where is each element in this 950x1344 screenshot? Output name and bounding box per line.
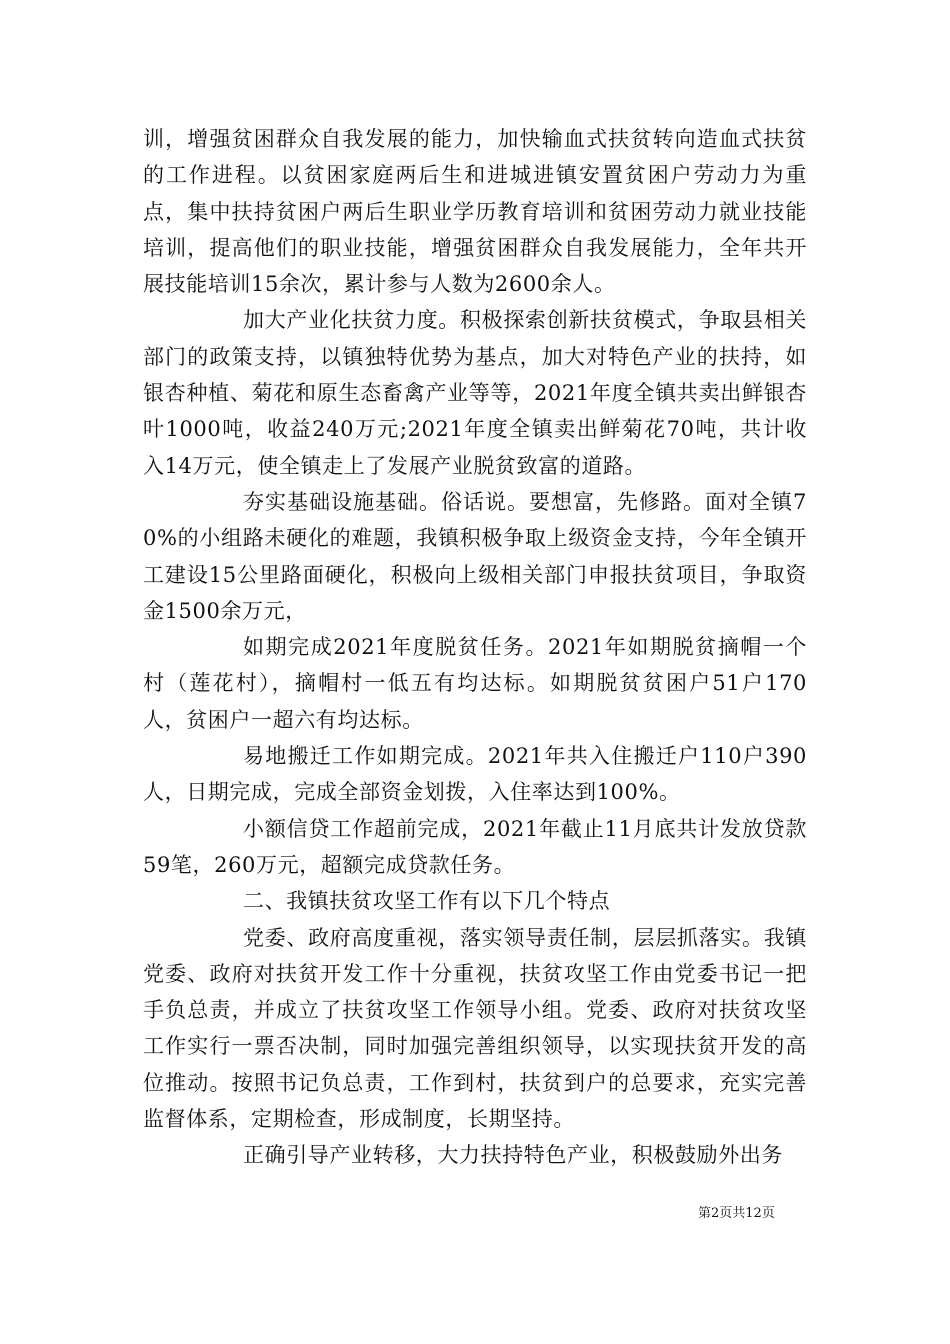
paragraph-poverty-targets: 如期完成2021年度脱贫任务。2021年如期脱贫摘帽一个村（莲花村），摘帽村一低五有均达标。如期脱贫贫困户51户170人，贫困户一超六有均达标。: [143, 635, 807, 732]
paragraph-continuation: 训，增强贫困群众自我发展的能力，加快输血式扶贫转向造血式扶贫的工作进程。以贫困家庭两后生和进城进镇安置贫困户劳动力为重点，集中扶持贫困户两后生职业学历教育培训和贫困劳动力就业技能培训，提高他们的职业技能，增强贫困群众自我发展能力，全年共开展技能培训15余次，累计参与人数为2600余人。: [143, 127, 807, 297]
page-number-footer: 第2页共12页: [698, 1206, 775, 1221]
paragraph-leadership: 党委、政府高度重视，落实领导责任制，层层抓落实。我镇党委、政府对扶贫开发工作十分重视，扶贫攻坚工作由党委书记一把手负总责，并成立了扶贫攻坚工作领导小组。党委、政府对扶贫攻坚工作实行一票否决制，同时加强完善组织领导，以实现扶贫开发的高位推动。按照书记负总责，工作到村，扶贫到户的总要求，充实完善监督体系，定期检查，形成制度，长期坚持。: [143, 925, 807, 1132]
document-body: [143, 121, 807, 1174]
paragraph-infrastructure: 夯实基础设施基础。俗话说。要想富，先修路。面对全镇70%的小组路未硬化的难题，我镇积极争取上级资金支持，今年全镇开工建设15公里路面硬化，积极向上级相关部门申报扶贫项目，争取资金1500余万元，: [143, 489, 807, 623]
section-heading-features: 二、我镇扶贫攻坚工作有以下几个特点: [243, 889, 611, 914]
paragraph-industry-transfer: 正确引导产业转移，大力扶持特色产业，积极鼓励外出务: [243, 1143, 783, 1168]
paragraph-industrial-poverty-alleviation: 加大产业化扶贫力度。积极探索创新扶贫模式，争取县相关部门的政策支持，以镇独特优势为基点，加大对特色产业的扶持，如银杏种植、菊花和原生态畜禽产业等等，2021年度全镇共卖出鲜银杏叶1000吨，收益240万元;2021年度全镇卖出鲜菊花70吨，共计收入14万元，使全镇走上了发展产业脱贫致富的道路。: [143, 308, 807, 478]
paragraph-microcredit: 小额信贷工作超前完成，2021年截止11月底共计发放贷款59笔，260万元，超额完成贷款任务。: [143, 816, 807, 877]
paragraph-relocation: 易地搬迁工作如期完成。2021年共入住搬迁户110户390人，日期完成，完成全部资金划拨，入住率达到100%。: [143, 744, 807, 805]
